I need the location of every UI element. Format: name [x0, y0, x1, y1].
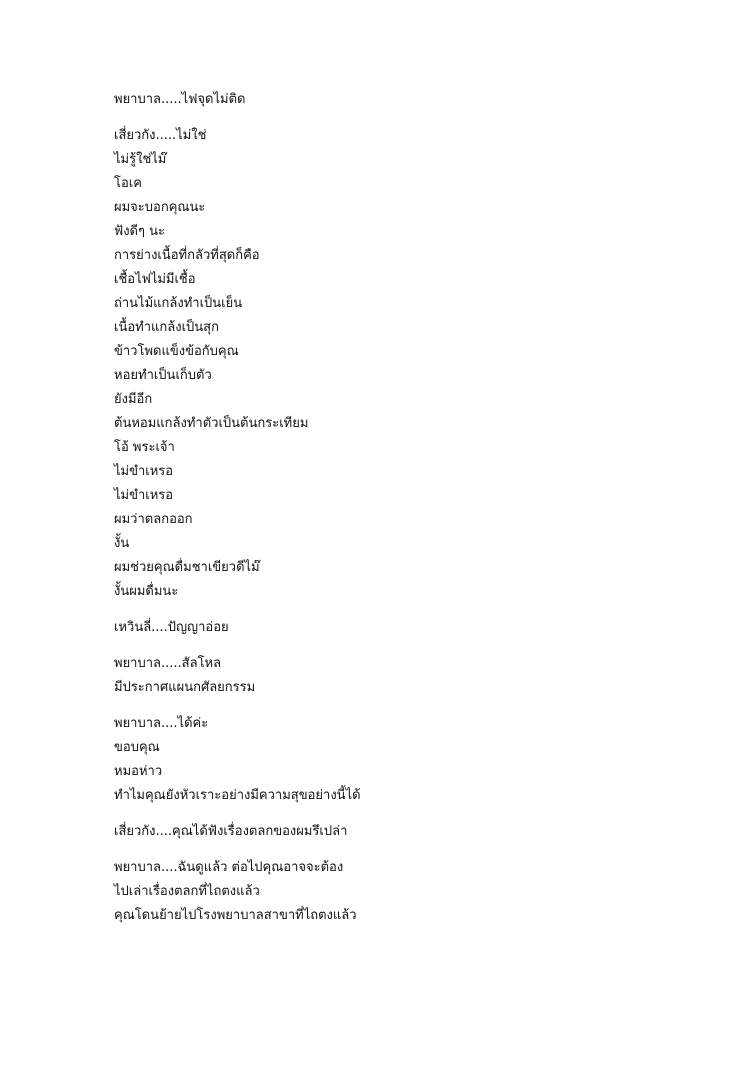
dialogue-line: ผมว่าตลกออก	[114, 512, 193, 527]
dialogue-block	[114, 856, 714, 928]
dialogue-block	[114, 616, 714, 640]
dialogue-line: ถ่านไม้แกล้งทำเป็นเย็น	[114, 296, 243, 311]
dialogue-block	[114, 88, 714, 112]
dialogue-block	[114, 820, 714, 844]
dialogue-line: ข้าวโพดแข็งข้อกับคุณ	[114, 344, 239, 359]
dialogue-block	[114, 652, 714, 700]
dialogue-block	[114, 124, 714, 604]
dialogue-line: เสี่ยวกัง.....ไม่ใช่	[114, 128, 207, 143]
dialogue-line: เหวินลี่....ปัญญาอ่อย	[114, 620, 229, 635]
dialogue-line: ไม่รู้ใช่ไม๊	[114, 152, 167, 167]
dialogue-line: ไม่ขำเหรอ	[114, 464, 174, 479]
dialogue-line: พยาบาล....ได้ค่ะ	[114, 716, 209, 731]
dialogue-line: ไม่ขำเหรอ	[114, 488, 174, 503]
dialogue-line: ทำไมคุณยังหัวเราะอย่างมีความสุขอย่างนี้ได้	[114, 788, 361, 803]
script-text-body	[114, 88, 714, 940]
dialogue-line: หมอห่าว	[114, 764, 163, 779]
dialogue-line: การย่างเนื้อที่กลัวที่สุดก็คือ	[114, 248, 260, 263]
dialogue-line: ต้นหอมแกล้งทำตัวเป็นต้นกระเทียม	[114, 416, 309, 431]
dialogue-line: พยาบาล.....ไฟจุดไม่ติด	[114, 92, 246, 107]
dialogue-line: ผมช่วยคุณดื่มชาเขียวดีไม๊	[114, 560, 260, 575]
dialogue-line: โอเค	[114, 176, 142, 191]
dialogue-line: ยังมีอีก	[114, 392, 153, 407]
dialogue-line: ขอบคุณ	[114, 740, 160, 755]
dialogue-line: หอยทำเป็นเก็บตัว	[114, 368, 212, 383]
dialogue-line: โอ้ พระเจ้า	[114, 440, 175, 455]
dialogue-block	[114, 712, 714, 808]
dialogue-line: เสี่ยวกัง....คุณได้ฟังเรื่องตลกของผมรึเปล่า	[114, 824, 348, 839]
dialogue-line: งั้น	[114, 536, 130, 551]
dialogue-line: งั้นผมดื่มนะ	[114, 584, 179, 599]
dialogue-line: พยาบาล....ฉันดูแล้ว ต่อไปคุณอาจจะต้อง	[114, 860, 344, 875]
dialogue-line: ไปเล่าเรื่องตลกที่ไถตงแล้ว	[114, 884, 260, 899]
dialogue-line: ผมจะบอกคุณนะ	[114, 200, 206, 215]
dialogue-line: คุณโดนย้ายไปโรงพยาบาลสาขาที่ไถตงแล้ว	[114, 908, 357, 923]
dialogue-line: เชื้อไฟไม่มีเชื้อ	[114, 272, 196, 287]
dialogue-line: พยาบาล.....สัลโหล	[114, 656, 222, 671]
dialogue-line: เนื้อทำแกล้งเป็นสุก	[114, 320, 219, 335]
dialogue-line: ฟังดีๆ นะ	[114, 224, 165, 239]
dialogue-line: มีประกาศแผนกศัลยกรรม	[114, 680, 256, 695]
